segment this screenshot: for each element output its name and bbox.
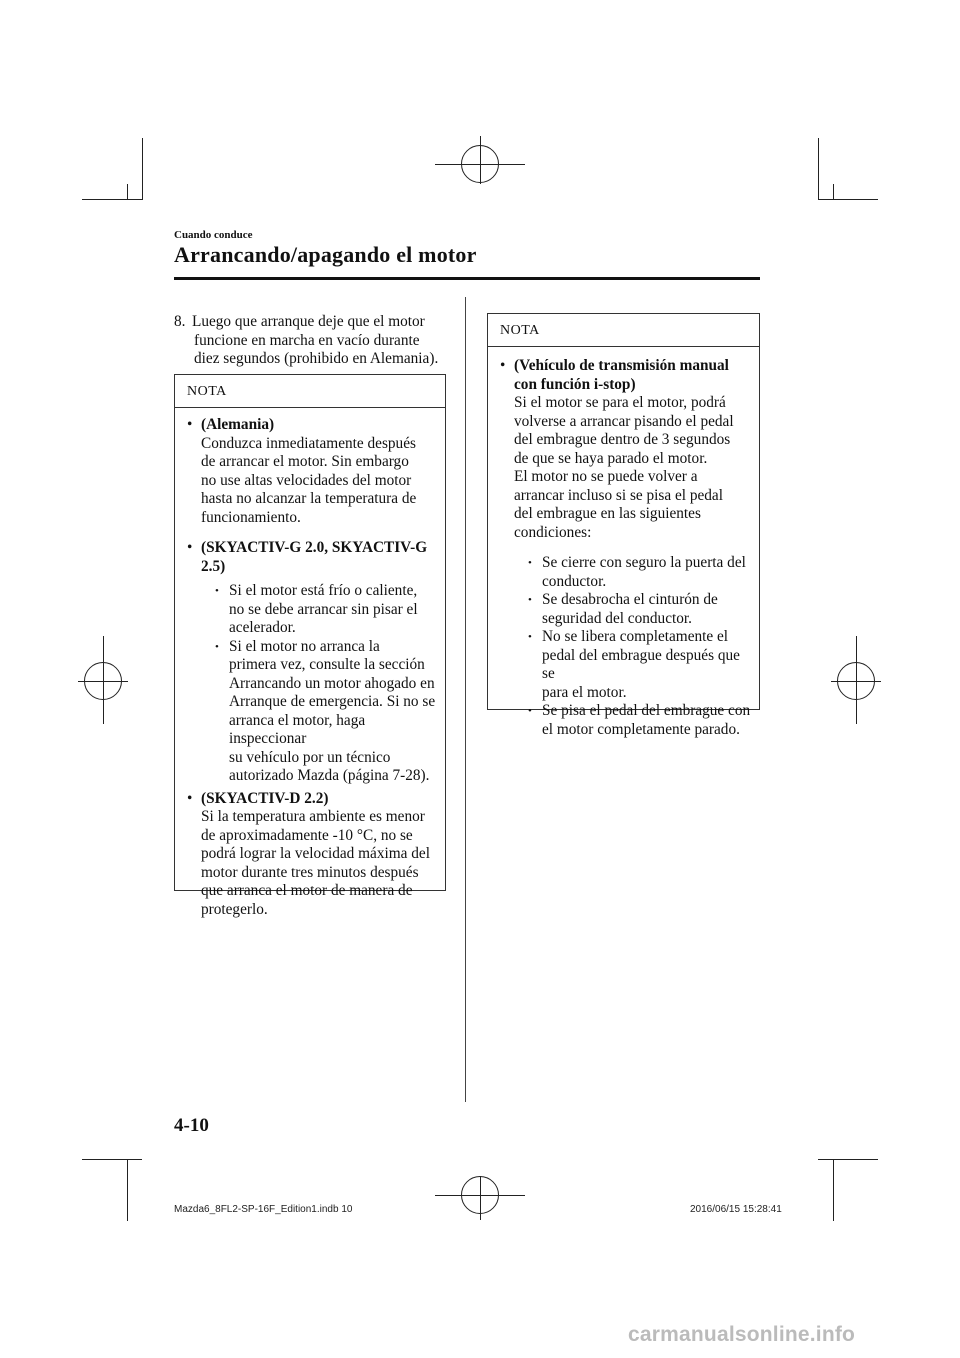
sub-line: para el motor. [542, 683, 627, 701]
sub-item [215, 582, 437, 638]
sub-line: su vehículo por un técnico [229, 748, 391, 766]
item-heading: (SKYACTIV-G 2.0, SKYACTIV-G [201, 539, 428, 556]
item-heading: con función i-stop) [514, 375, 636, 393]
sub-line: Si el motor no arranca la [229, 637, 380, 655]
item-line: volverse a arrancar pisando el pedal [514, 412, 734, 430]
nota-box-left [174, 374, 446, 918]
sub-line: Se pisa el pedal del embrague con [542, 702, 751, 719]
bullet: • [528, 594, 532, 606]
sub-item [528, 554, 751, 591]
page-title: Arrancando/apagando el motor [174, 242, 477, 267]
item-line: que arranca el motor de manera de [201, 882, 413, 899]
step-line: diez segundos (prohibido en Alemania). [194, 350, 439, 367]
bullet: • [500, 357, 506, 374]
sub-line: primera vez, consulte la sección [229, 656, 425, 673]
sub-item [528, 591, 751, 628]
sub-line: acelerador. [229, 619, 296, 636]
sub-item [528, 628, 751, 702]
item-line: del embrague dentro de 3 segundos [514, 431, 731, 448]
bullet: • [528, 631, 532, 643]
item-heading: (Alemania) [201, 416, 275, 433]
sub-line: Arranque de emergencia. Si no se [229, 693, 436, 710]
bullet: • [187, 789, 193, 807]
nota-item-alemania [187, 416, 437, 527]
item-line: Si el motor se para el motor, podrá [514, 394, 726, 411]
item-line: Si la temperatura ambiente es menor [201, 808, 425, 825]
section-label: Cuando conduce [174, 229, 253, 241]
item-line: del embrague en las siguientes [514, 505, 701, 522]
nota-item-skyactiv-d [187, 790, 437, 920]
item-line: de arrancar el motor. Sin embargo [201, 453, 409, 470]
item-line: hasta no alcanzar la temperatura de [201, 490, 417, 507]
sub-line: autorizado Mazda (página 7-28). [229, 767, 430, 784]
item-heading: 2.5) [201, 557, 226, 575]
item-heading: (SKYACTIV-D 2.2) [201, 789, 329, 807]
item-line: no use altas velocidades del motor [201, 471, 412, 489]
bullet: • [187, 539, 193, 556]
watermark: carmanualsonline.info [628, 1323, 856, 1346]
item-line: protegerlo. [201, 900, 268, 918]
nota-heading: NOTA [488, 314, 759, 347]
sub-line: seguridad del conductor. [542, 609, 692, 627]
nota-heading: NOTA [175, 375, 445, 408]
nota-item-skyactiv-g [187, 539, 437, 786]
nota-box-right [487, 313, 760, 738]
sub-line: arranca el motor, haga inspeccionar [229, 711, 366, 747]
sub-line: pedal del embrague después que se [542, 646, 740, 682]
bullet: • [528, 705, 532, 717]
sub-line: Se cierre con seguro la puerta del [542, 554, 746, 571]
bullet: • [528, 557, 532, 569]
footer-file: Mazda6_8FL2-SP-16F_Edition1.indb 10 [174, 1204, 353, 1215]
sub-item [528, 702, 751, 739]
bullet: • [215, 585, 219, 597]
nota-item-manual [500, 357, 751, 739]
item-line: El motor no se puede volver a [514, 468, 698, 485]
page-number: 4-10 [174, 1115, 209, 1136]
item-line: podrá lograr la velocidad máxima del [201, 845, 430, 862]
column-divider [465, 297, 466, 1102]
bullet: • [215, 640, 219, 653]
item-line: condiciones: [514, 523, 592, 541]
sub-line: no se debe arrancar sin pisar el [229, 600, 418, 618]
sub-line: Se desabrocha el cinturón de [542, 591, 718, 608]
item-line: funcionamiento. [201, 508, 301, 526]
item-line: Conduzca inmediatamente después [201, 434, 416, 452]
item-line: arrancar incluso si se pisa el pedal [514, 486, 723, 504]
sub-item [215, 638, 437, 786]
title-rule [174, 277, 760, 280]
bullet: • [187, 416, 193, 433]
item-line: motor durante tres minutos después [201, 863, 419, 881]
sub-line: el motor completamente parado. [542, 720, 740, 738]
item-line: de que se haya parado el motor. [514, 449, 708, 467]
sub-line: Arrancando un motor ahogado en [229, 674, 435, 692]
item-line: de aproximadamente -10 °C, no se [201, 826, 413, 844]
step-8 [174, 313, 456, 369]
sub-line: No se libera completamente el [542, 628, 729, 645]
item-heading: (Vehículo de transmisión manual [514, 357, 729, 374]
step-line: funcione en marcha en vacío durante [194, 331, 420, 349]
footer-datetime: 2016/06/15 15:28:41 [690, 1204, 782, 1215]
sub-line: conductor. [542, 572, 607, 590]
step-line: Luego que arranque deje que el motor [192, 313, 425, 330]
sub-line: Si el motor está frío o caliente, [229, 582, 418, 599]
step-number: 8. [174, 313, 186, 330]
